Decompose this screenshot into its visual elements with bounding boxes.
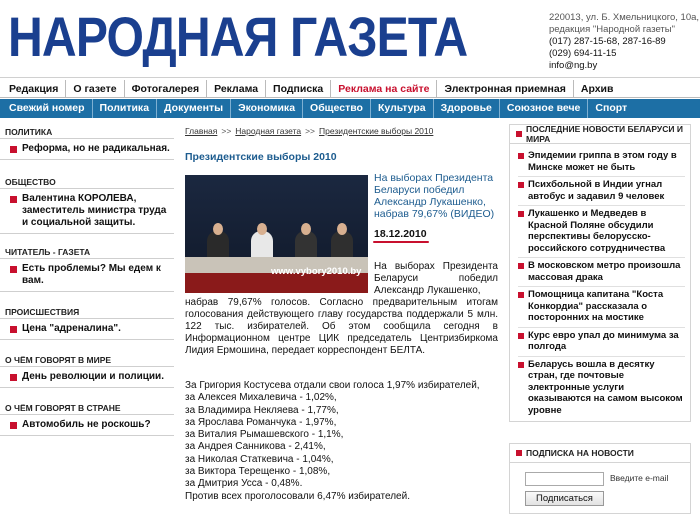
result-line: за Алексея Михалевича - 1,02%,	[185, 392, 337, 404]
news-item-label: Психбольной в Индии угнал автобус и задавил 9 человек	[528, 179, 665, 202]
result-line: за Николая Статкевича - 1,04%,	[185, 453, 334, 465]
latest-news-title	[510, 125, 690, 144]
sidebar-item-label: Цена "адреналина".	[22, 323, 121, 334]
phone-2: (029) 694-11-15	[549, 48, 617, 59]
result-line: Против всех проголосовали 6,47% избирателей.	[185, 490, 410, 502]
news-item-label: В московском метро произошла массовая драка	[528, 260, 681, 283]
sidebar-section-title: ОБЩЕСТВО	[5, 177, 56, 187]
bullet-icon	[518, 153, 524, 159]
result-line: за Ярослава Романчука - 1,97%,	[185, 416, 337, 428]
subscribe-title-text: ПОДПИСКА НА НОВОСТИ	[526, 448, 634, 458]
result-line: за Андрея Санникова - 2,41%,	[185, 441, 326, 453]
sidebar-item-label: Валентина КОРОЛЕВА, заместитель министра труда и социальной защиты.	[22, 193, 167, 228]
sidebar-item[interactable]	[0, 318, 174, 340]
sidebar-section-title: ЧИТАТЕЛЬ - ГАЗЕТА	[5, 247, 91, 257]
subscribe-box	[509, 443, 691, 514]
news-item[interactable]	[518, 357, 685, 420]
news-item[interactable]	[518, 328, 685, 357]
latest-news-title-text: ПОСЛЕДНИЕ НОВОСТИ БЕЛАРУСИ И МИРА	[526, 124, 683, 144]
nav-podpiska[interactable]: Подписка	[265, 80, 330, 98]
bullet-icon	[518, 362, 524, 368]
article-photo[interactable]	[185, 175, 368, 293]
sidebar-item[interactable]	[0, 188, 174, 234]
sidebar-section	[0, 244, 174, 292]
results-list	[185, 380, 498, 503]
sidebar-item[interactable]	[0, 414, 174, 436]
nav-o-gazete[interactable]: О газете	[65, 80, 123, 98]
nav-sport[interactable]: Спорт	[587, 99, 634, 118]
sidebar-item[interactable]	[0, 258, 174, 292]
sidebar-section-title: О ЧЁМ ГОВОРЯТ В СТРАНЕ	[5, 403, 121, 413]
left-sidebar	[0, 124, 174, 436]
news-item[interactable]	[518, 177, 685, 206]
sidebar-section	[0, 352, 174, 388]
photo-figure-head	[301, 223, 311, 235]
result-line: за Дмитрия Усса - 0,48%.	[185, 478, 303, 490]
news-item[interactable]	[518, 287, 685, 328]
address: 220013, ул. Б. Хмельницкого, 10а,	[549, 12, 700, 23]
nav-ekonomika[interactable]: Экономика	[230, 99, 302, 118]
bullet-icon	[518, 263, 524, 269]
news-item-label: Помощница капитана "Коста Конкордиа" рассказала о посторонних на мостике	[528, 289, 664, 323]
sidebar-item-label: Автомобиль не роскошь?	[22, 419, 151, 430]
article-lead: На выборах Президента Беларуси победил Александр Лукашенко,	[374, 261, 498, 296]
bullet-icon	[518, 333, 524, 339]
nav-redaktsiya[interactable]: Редакция	[9, 82, 59, 95]
sidebar-item-label: Реформа, но не радикальная.	[22, 143, 170, 154]
nav-dokumenty[interactable]: Документы	[156, 99, 230, 118]
sidebar-item-label: Есть проблемы? Мы едем к вам.	[22, 263, 161, 286]
email-link[interactable]: info@ng.by	[549, 60, 598, 71]
breadcrumb-separator: >>	[305, 126, 316, 136]
breadcrumb-home[interactable]: Главная	[185, 126, 218, 136]
section-title: Президентские выборы 2010	[185, 151, 337, 163]
subscribe-title	[510, 444, 690, 463]
breadcrumb-separator: >>	[221, 126, 232, 136]
bullet-icon	[516, 131, 522, 137]
bullet-icon	[10, 266, 17, 273]
result-line: за Виктора Терещенко - 1,08%,	[185, 466, 331, 478]
nav-reklama-na-saite[interactable]: Реклама на сайте	[330, 80, 436, 98]
news-item[interactable]	[518, 258, 685, 287]
date-underline	[373, 241, 429, 243]
bullet-icon	[10, 326, 17, 333]
nav-arkhiv[interactable]: Архив	[573, 80, 621, 98]
nav-fotogalereya[interactable]: Фотогалерея	[124, 80, 207, 98]
category-nav	[0, 99, 700, 118]
nav-kultura[interactable]: Культура	[370, 99, 433, 118]
sidebar-section	[0, 124, 174, 160]
nav-elektronnaya-priemnaya[interactable]: Электронная приемная	[436, 80, 572, 98]
right-sidebar	[509, 124, 691, 422]
bullet-icon	[10, 422, 17, 429]
sidebar-item-label: День революции и полиции.	[22, 371, 164, 382]
article-headline-link[interactable]: На выборах Президента Беларуси победил Александр Лукашенко, набрав 79,67% (ВИДЕО)	[374, 172, 495, 220]
breadcrumb-paper[interactable]: Народная газета	[235, 126, 302, 136]
article-lead-continued: набрав 79,67% голосов. Согласно предварительным итогам голосования действующего главу государства поддержали 5 млн. 122 тыс. избирателей. Об этом сообщила сегодня в Информационном центре ЦИК председатель Центризбиркома Лидия Ермошина, передает корреспондент БЕЛТА.	[185, 297, 498, 356]
sidebar-section-title: ПРОИСШЕСТВИЯ	[5, 307, 80, 317]
email-input-label: Введите e-mail	[610, 473, 669, 483]
latest-news-box	[509, 124, 691, 422]
sidebar-section	[0, 400, 174, 436]
nav-svezhiy-nomer[interactable]: Свежий номер	[9, 102, 85, 114]
contact-info	[549, 12, 699, 72]
photo-figure-head	[257, 223, 267, 235]
email-input[interactable]	[525, 472, 604, 486]
top-nav	[0, 80, 700, 98]
site-header	[0, 0, 700, 78]
editorial-name: редакция "Народной газеты"	[549, 24, 675, 35]
photo-figure-head	[337, 223, 347, 235]
news-item[interactable]	[518, 148, 685, 177]
bullet-icon	[518, 292, 524, 298]
site-logo[interactable]: НАРОДНАЯ ГАЗЕТА	[8, 5, 468, 68]
nav-soyuznoe-veche[interactable]: Союзное вече	[499, 99, 588, 118]
news-item[interactable]	[518, 206, 685, 258]
nav-obshchestvo[interactable]: Общество	[302, 99, 370, 118]
nav-zdorovie[interactable]: Здоровье	[433, 99, 499, 118]
result-line: За Григория Костусева отдали свои голоса 1,97% избирателей,	[185, 380, 480, 391]
nav-politika[interactable]: Политика	[92, 99, 157, 118]
sidebar-section	[0, 174, 174, 234]
bullet-icon	[10, 374, 17, 381]
sidebar-section-title: О ЧЁМ ГОВОРЯТ В МИРЕ	[5, 355, 112, 365]
subscribe-button[interactable]: Подписаться	[525, 491, 604, 506]
bullet-icon	[518, 182, 524, 188]
result-line: за Виталия Рымашевского - 1,1%,	[185, 429, 344, 441]
sidebar-section-title: ПОЛИТИКА	[5, 127, 53, 137]
main-content	[183, 124, 500, 502]
sidebar-item[interactable]	[0, 366, 174, 388]
latest-news-list	[510, 144, 690, 421]
sidebar-section	[0, 304, 174, 340]
nav-reklama[interactable]: Реклама	[206, 80, 265, 98]
bullet-icon	[518, 211, 524, 217]
photo-figure-head	[213, 223, 223, 235]
breadcrumb	[183, 124, 500, 138]
breadcrumb-current[interactable]: Президентские выборы 2010	[319, 126, 434, 136]
news-item-label: Беларусь вошла в десятку стран, где почтовые электронные услуги оказываются на самом высоком уровне	[528, 358, 683, 416]
bullet-icon	[10, 196, 17, 203]
sidebar-item[interactable]	[0, 138, 174, 160]
news-item-label: Эпидемии гриппа в этом году в Минске может не быть	[528, 150, 677, 173]
bullet-icon	[10, 146, 17, 153]
phone-1: (017) 287-15-68, 287-16-89	[549, 36, 666, 47]
photo-caption: www.vybory2010.by	[271, 266, 362, 277]
news-item-label: Курс евро упал до минимума за полгода	[528, 329, 679, 352]
article-date: 18.12.2010	[374, 228, 427, 240]
bullet-icon	[516, 450, 522, 456]
result-line: за Владимира Некляева - 1,77%,	[185, 404, 339, 416]
news-item-label: Лукашенко и Медведев в Красной Поляне обсудили перспективы белорусско-российского сотрудничества	[528, 208, 666, 254]
